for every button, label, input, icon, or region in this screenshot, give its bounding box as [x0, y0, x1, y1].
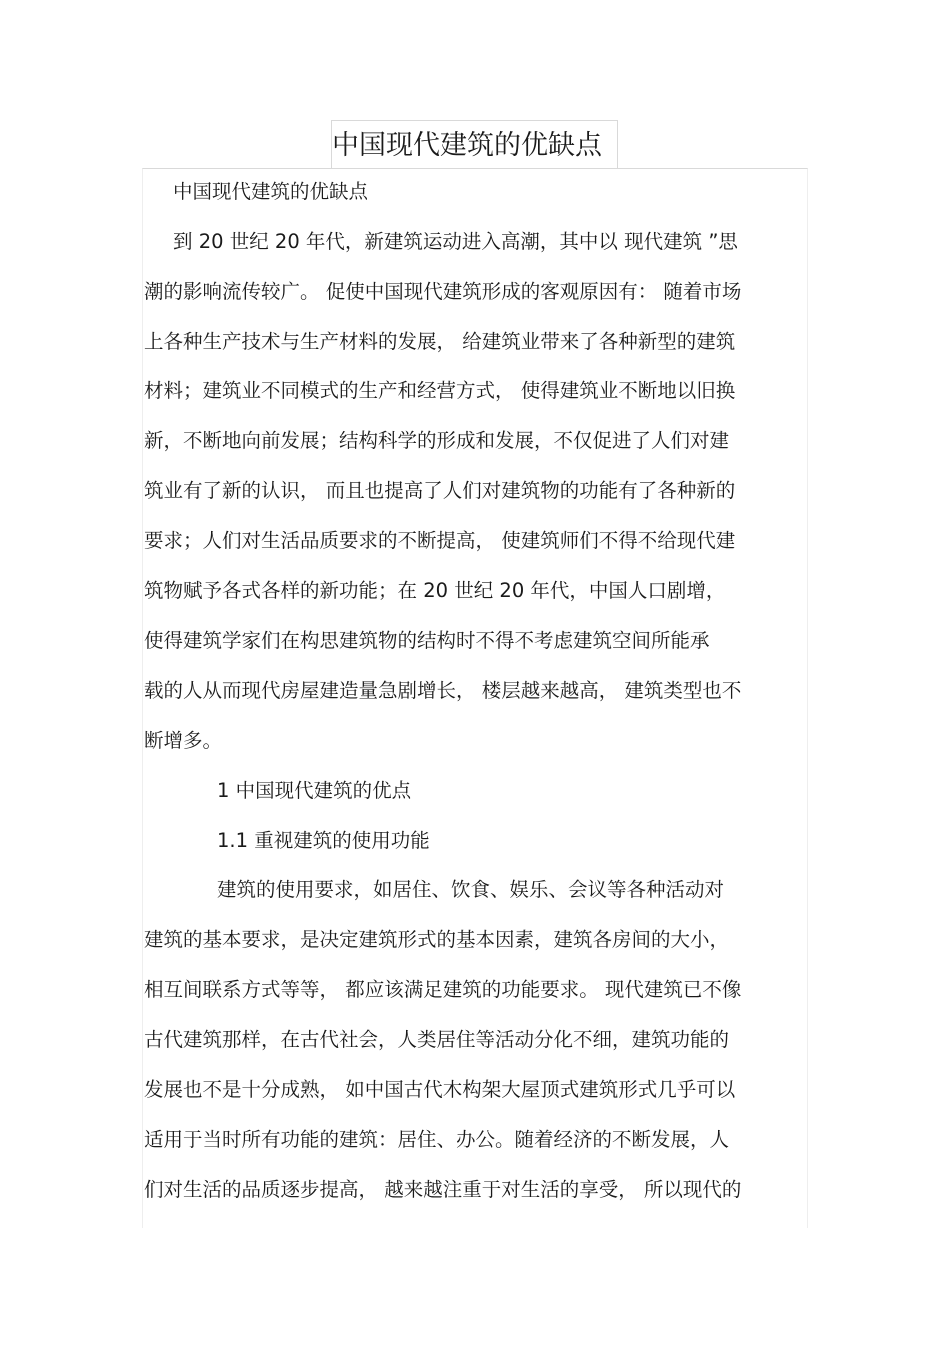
text-line: 们对生活的品质逐步提高， 越来越注重于对生活的享受， 所以现代的 [144, 1178, 742, 1201]
text-line: 使得建筑学家们在构思建筑物的结构时不得不考虑建筑空间所能承 [144, 629, 710, 652]
text-line: 载的人从而现代房屋建造量急剧增长， 楼层越来越高， 建筑类型也不 [144, 679, 742, 702]
text-line: 建筑的基本要求，是决定建筑形式的基本因素，建筑各房间的大小， [144, 928, 730, 951]
text-line: 新，不断地向前发展；结构科学的形成和发展，不仅促进了人们对建 [144, 429, 730, 452]
text-line: 要求；人们对生活品质要求的不断提高， 使建筑师们不得不给现代建 [144, 529, 736, 552]
text-line: 到 20 世纪 20 年代，新建筑运动进入高潮，其中以 现代建筑 ”思 [173, 230, 738, 253]
subtitle-line: 中国现代建筑的优缺点 [173, 180, 369, 203]
section-heading: 1 中国现代建筑的优点 [217, 779, 412, 802]
subsection-heading: 1.1 重视建筑的使用功能 [217, 829, 430, 852]
text-line: 适用于当时所有功能的建筑：居住、办公。随着经济的不断发展，人 [144, 1128, 730, 1151]
page-title: 中国现代建筑的优缺点 [332, 130, 602, 161]
text-line: 潮的影响流传较广。 促使中国现代建筑形成的客观原因有： 随着市场 [144, 280, 742, 303]
text-line: 发展也不是十分成熟， 如中国古代木构架大屋顶式建筑形式几乎可以 [144, 1078, 736, 1101]
text-line: 断增多。 [144, 729, 223, 752]
text-line: 相互间联系方式等等， 都应该满足建筑的功能要求。 现代建筑已不像 [144, 978, 742, 1001]
text-line: 筑物赋予各式各样的新功能；在 20 世纪 20 年代，中国人口剧增， [144, 579, 726, 602]
text-line: 上各种生产技术与生产材料的发展， 给建筑业带来了各种新型的建筑 [144, 330, 736, 353]
text-line: 材料；建筑业不同模式的生产和经营方式， 使得建筑业不断地以旧换 [144, 379, 736, 402]
text-line: 建筑的使用要求，如居住、饮食、娱乐、会议等各种活动对 [217, 878, 725, 901]
text-line: 古代建筑那样，在古代社会，人类居住等活动分化不细，建筑功能的 [144, 1028, 730, 1051]
text-line: 筑业有了新的认识， 而且也提高了人们对建筑物的功能有了各种新的 [144, 479, 736, 502]
